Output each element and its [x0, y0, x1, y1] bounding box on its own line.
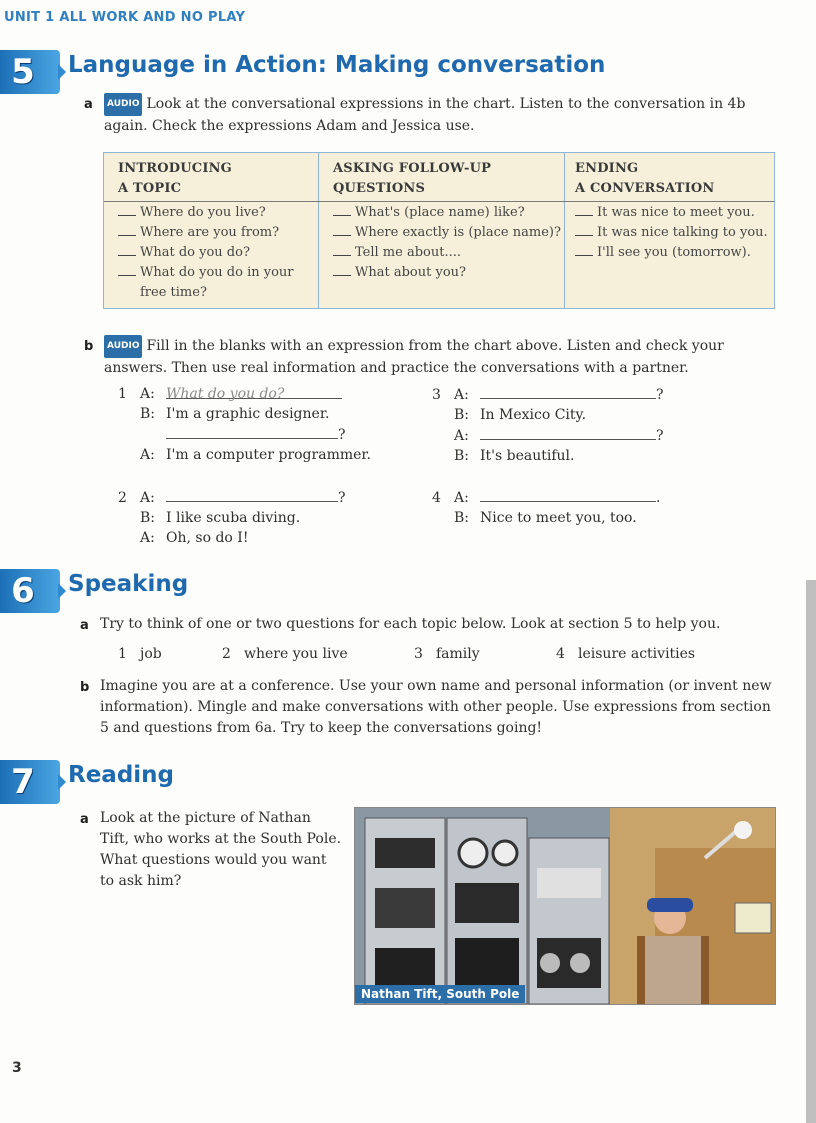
section-number: 6 — [11, 571, 35, 611]
chart-item[interactable]: What's (place name) like? — [333, 203, 525, 223]
photo-caption: Nathan Tift, South Pole — [355, 985, 525, 1003]
chart-column-ending — [564, 153, 775, 308]
instruction-5b — [104, 335, 764, 379]
instruction-text: Fill in the blanks with an expression from the chart above. Listen and check your answers. Then use real information and practice the conversations with a partner. — [104, 338, 724, 376]
section-number: 5 — [11, 52, 35, 92]
instruction-7a: Look at the picture of Nathan Tift, who works at the South Pole. What questions would you want to ask him? — [100, 810, 342, 889]
check-blank — [575, 243, 593, 256]
chart-header: ENDING A CONVERSATION — [575, 161, 715, 196]
chart-item[interactable]: Where exactly is (place name)? — [333, 223, 561, 243]
lab-scene-illustration — [355, 808, 775, 1004]
section-5-heading — [0, 50, 606, 96]
item-letter: a — [80, 812, 89, 827]
audio-icon: AUDIO — [104, 93, 142, 116]
chart-column-follow-up — [318, 153, 565, 308]
page-number: 3 — [12, 1060, 22, 1076]
unit-header: UNIT 1 ALL WORK AND NO PLAY — [4, 10, 246, 25]
chart-item[interactable]: Where are you from? — [118, 223, 279, 243]
check-blank — [575, 223, 593, 236]
check-blank — [118, 243, 136, 256]
instruction-6b: Imagine you are at a conference. Use your own name and personal information (or invent new information). Mingle and make conversations with other people. Use expressions from section 5 and questions from 6a. Try to keep the conversations going! — [100, 678, 772, 736]
chart-item[interactable]: It was nice talking to you. — [575, 223, 768, 243]
chart-item[interactable]: What do you do? — [118, 243, 250, 263]
item-letter: b — [80, 680, 90, 695]
badge-arrow-icon — [58, 583, 66, 599]
dialogue-1: 1 A: What do you do? B: I'm a graphic designer. ? A: I'm a computer programmer. — [118, 386, 372, 463]
check-blank — [575, 203, 593, 216]
expressions-chart — [103, 152, 775, 309]
badge-arrow-icon — [58, 774, 66, 790]
audio-icon: AUDIO — [104, 335, 142, 358]
instruction-5a — [104, 93, 764, 137]
answer-blank[interactable] — [166, 487, 338, 502]
answer-blank[interactable] — [480, 487, 656, 502]
chart-header: ASKING FOLLOW-UP QUESTIONS — [333, 161, 492, 196]
answer-blank[interactable] — [166, 424, 338, 439]
section-6-heading — [0, 569, 300, 615]
chart-item[interactable]: Tell me about.... — [333, 243, 461, 263]
dialogue-3: 3 A: ? B: In Mexico City. A: ? B: It's beautiful. — [432, 384, 664, 466]
topic-item: 4 leisure activities — [556, 646, 696, 662]
chart-item[interactable]: It was nice to meet you. — [575, 203, 755, 223]
topic-item: 1 job — [118, 646, 162, 662]
dialogue-4: 4 A: . B: Nice to meet you, too. — [432, 487, 660, 528]
chart-item-continued: free time? — [140, 285, 207, 300]
item-letter: b — [84, 339, 94, 354]
section-title: Language in Action: Making conversation — [68, 52, 606, 78]
chart-item[interactable]: Where do you live? — [118, 203, 266, 223]
page-edge-shadow — [806, 580, 816, 1123]
chart-item[interactable]: I'll see you (tomorrow). — [575, 243, 751, 263]
topic-item: 3 family — [414, 646, 480, 662]
dialogue-2: 2 A: ? B: I like scuba diving. A: Oh, so do I! — [118, 487, 346, 548]
check-blank — [333, 203, 351, 216]
chart-item[interactable]: What do you do in your — [118, 263, 294, 283]
topic-item: 2 where you live — [222, 646, 348, 662]
check-blank — [118, 263, 136, 276]
instruction-6a: Try to think of one or two questions for each topic below. Look at section 5 to help you. — [100, 616, 721, 632]
section-title: Reading — [68, 762, 175, 788]
check-blank — [333, 263, 351, 276]
check-blank — [333, 243, 351, 256]
badge-arrow-icon — [58, 64, 66, 80]
nathan-tift-photo — [354, 807, 776, 1005]
section-title: Speaking — [68, 571, 189, 597]
chart-item[interactable]: What about you? — [333, 263, 466, 283]
section-7-heading — [0, 760, 300, 806]
section-number: 7 — [11, 762, 35, 802]
item-letter: a — [80, 618, 89, 633]
item-letter: a — [84, 97, 93, 112]
answer-blank[interactable] — [480, 384, 656, 399]
answer-blank[interactable] — [480, 425, 656, 440]
chart-header: INTRODUCING A TOPIC — [118, 161, 232, 196]
check-blank — [118, 203, 136, 216]
instruction-text: Look at the conversational expressions in the chart. Listen to the conversation in 4b again. Check the expressions Adam and Jessica use. — [104, 96, 746, 134]
answer-blank[interactable]: What do you do? — [166, 384, 342, 399]
chart-column-introducing — [104, 153, 318, 308]
check-blank — [333, 223, 351, 236]
chart-header-rule — [104, 201, 774, 202]
check-blank — [118, 223, 136, 236]
